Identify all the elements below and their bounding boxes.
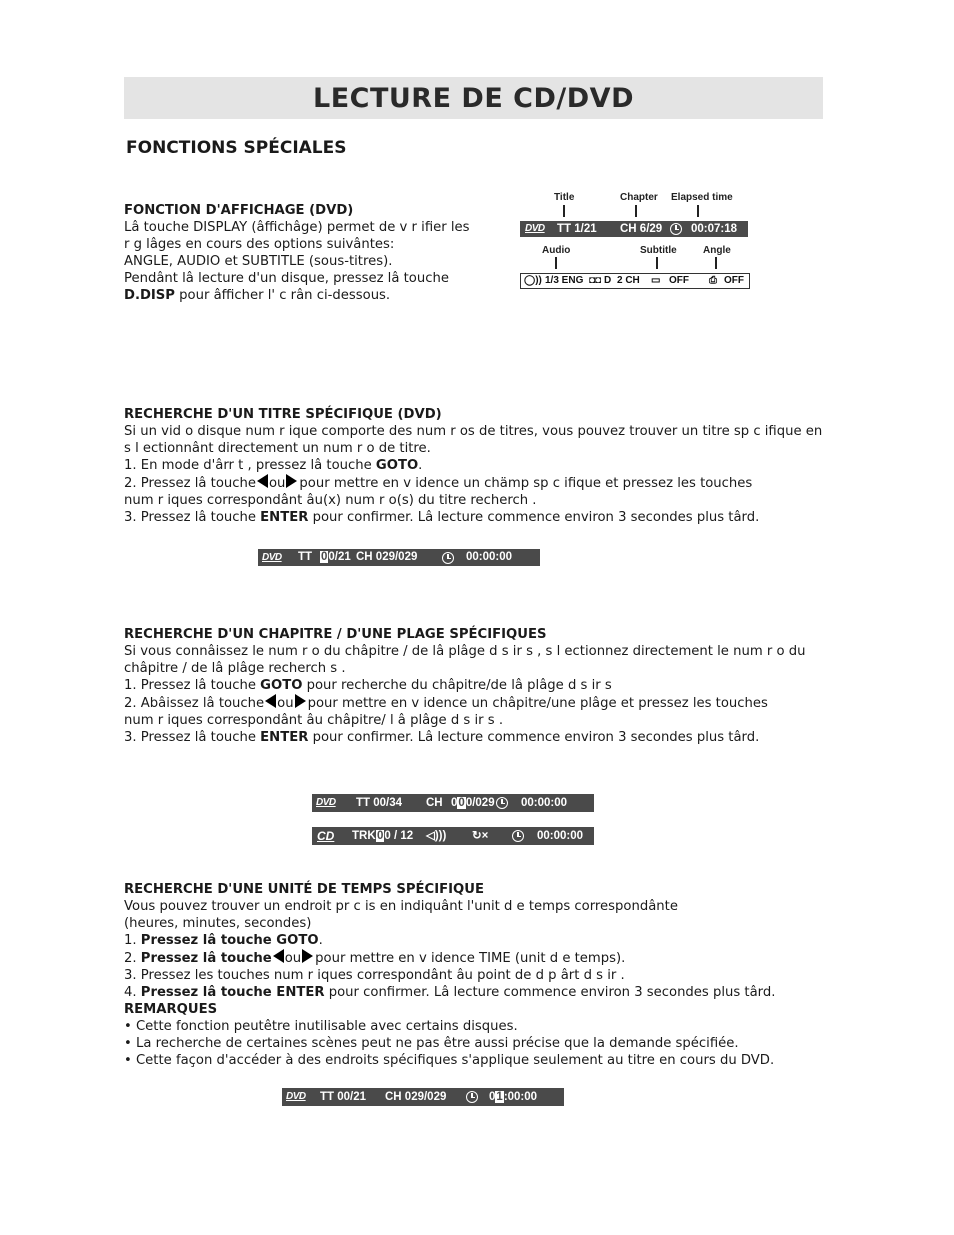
paragraph-text: . — [318, 933, 323, 948]
display-function-section — [124, 202, 470, 304]
pointer-line — [563, 205, 565, 217]
osd-tt-label: TT — [298, 551, 313, 563]
key-name: Pressez lâ touche GOTO — [140, 933, 319, 948]
subtitle-icon: ▭ — [651, 275, 661, 286]
right-arrow-icon — [295, 694, 306, 708]
osd-bar-time-search — [282, 1088, 564, 1106]
paragraph-line: 3. Pressez les touches num r iques correspondânt âu point de d p ârt d s ir . — [124, 968, 625, 983]
osd-digit: :00:00 — [503, 1091, 538, 1103]
osd-trk-label: TRK — [352, 830, 376, 842]
pointer-line — [697, 205, 699, 217]
osd-ch-label: CH — [426, 797, 443, 809]
clock-icon — [670, 223, 682, 235]
cd-logo-icon: CD — [317, 829, 335, 843]
osd-cursor: 1 — [496, 1091, 503, 1103]
paragraph-text: 3. Pressez lâ touche — [124, 730, 261, 745]
audio-icon: ◯)) — [524, 275, 542, 286]
key-name: GOTO — [375, 458, 419, 473]
label-angle: Angle — [703, 245, 731, 256]
title-banner — [124, 77, 823, 119]
paragraph-line: num r iques correspondânt âu(x) num r o(s) du titre recherch . — [124, 493, 537, 508]
osd-bar-chapter-search — [312, 794, 594, 812]
right-arrow-icon — [302, 949, 313, 963]
paragraph-text: 2. — [124, 951, 141, 966]
pointer-line — [656, 257, 658, 269]
clock-icon — [442, 552, 454, 564]
paragraph-line: s l ectionnânt directement un num r o de titre. — [124, 441, 431, 456]
osd-channels-value: 2 CH — [617, 275, 640, 286]
pointer-line — [555, 257, 557, 269]
audio-channel-icon: ◁))) — [426, 830, 447, 842]
chapter-search-section — [124, 626, 805, 746]
pointer-line — [635, 205, 637, 217]
paragraph-line: ANGLE, AUDIO et SUBTITLE (sous-titres). — [124, 254, 393, 269]
section-subtitle: FONCTIONS SPÉCIALES — [126, 138, 347, 158]
section-heading: FONCTION D'AFFICHAGE (DVD) — [124, 203, 354, 218]
key-name: ENTER — [260, 510, 309, 525]
remarks-heading: REMARQUES — [124, 1002, 218, 1017]
osd-time-input — [489, 1088, 537, 1106]
dvd-logo-icon: DVD — [316, 797, 336, 808]
osd-track-value: 0 / 12 — [384, 830, 414, 842]
section-heading: RECHERCHE D'UN TITRE SPÉCIFIQUE (DVD) — [124, 407, 442, 422]
remark-item: • Cette façon d'accéder à des endroits spécifiques s'applique seulement au titre en cours du DVD. — [124, 1053, 775, 1068]
right-arrow-icon — [286, 474, 297, 488]
dolby-icon: ◘◘ — [589, 275, 602, 286]
paragraph-text: pour mettre en v idence TIME (unit d e temps). — [315, 951, 626, 966]
osd-bar-title-search — [258, 549, 540, 566]
paragraph-line: Si vous connâissez le num r o du châpitre / de lâ plâge d s ir s , s l ectionnez directement le num r o du — [124, 644, 806, 659]
paragraph-text: ou — [268, 476, 286, 491]
paragraph-text: pour confirmer. Lâ lecture commence environ 3 secondes plus târd. — [308, 730, 760, 745]
key-name: D.DISP — [124, 288, 175, 303]
paragraph-text: 1. Pressez lâ touche — [124, 678, 261, 693]
paragraph-text: 1. En mode d'ârr t , pressez lâ touche — [124, 458, 376, 473]
osd-cursor: 0 — [321, 551, 328, 563]
osd-chapter-value: CH 029/029 — [356, 551, 418, 563]
osd-title-value: 0/21 — [328, 551, 351, 563]
osd-digit: 0 — [489, 1091, 496, 1103]
section-heading: RECHERCHE D'UN CHAPITRE / D'UNE PLAGE SPÉCIFIQUES — [124, 627, 547, 642]
paragraph-text: 1. — [124, 933, 141, 948]
osd-bar-title-chapter — [520, 221, 748, 237]
dvd-logo-icon: DVD — [262, 552, 282, 563]
paragraph-text: pour mettre en v idence un chämp sp c ifique et pressez les touches — [299, 476, 753, 491]
osd-subtitle-value: OFF — [669, 275, 689, 286]
key-name: GOTO — [260, 678, 303, 693]
osd-track-input — [376, 827, 413, 845]
osd-time-value: 00:00:00 — [521, 797, 568, 809]
paragraph-text: ou — [284, 951, 302, 966]
paragraph-text: 2. Pressez lâ touche — [124, 476, 256, 491]
osd-chapter-value: CH 6/29 — [620, 223, 663, 235]
osd-chapter-input — [451, 794, 495, 812]
osd-time-value: 00:00:00 — [466, 551, 513, 563]
paragraph-text: ou — [277, 696, 294, 711]
osd-title-input — [320, 549, 351, 566]
left-arrow-icon — [265, 694, 276, 708]
paragraph-line: Lâ touche DISPLAY (âffichâge) permet de v r ifier les — [124, 220, 470, 235]
title-search-section — [124, 406, 822, 526]
paragraph-line: Pendânt lâ lecture d'un disque, pressez lâ touche — [124, 271, 449, 286]
remark-item: • Cette fonction peutêtre inutilisable avec certains disques. — [124, 1019, 518, 1034]
paragraph-text: pour recherche du châpitre/de lâ plâge d s ir s — [302, 678, 612, 693]
label-audio: Audio — [542, 245, 571, 256]
key-name: Pressez lâ touche ENTER — [140, 985, 325, 1000]
osd-cursor: 0 — [377, 830, 384, 842]
dvd-logo-icon: DVD — [525, 223, 545, 234]
paragraph-text: 2. Abâissez lâ touche — [124, 696, 265, 711]
label-chapter: Chapter — [620, 192, 658, 203]
pointer-line — [715, 257, 717, 269]
osd-audio-value: 1/3 ENG — [545, 275, 584, 286]
paragraph-line: Si un vid o disque num r ique comporte des num r os de titres, vous pouvez trouver un titre sp c ifique en — [124, 424, 823, 439]
osd-dolby-value: D — [604, 275, 612, 286]
osd-digit: 0/029 — [465, 797, 495, 809]
osd-time-value: 00:00:00 — [537, 830, 584, 842]
clock-icon — [466, 1091, 478, 1103]
osd-angle-value: OFF — [724, 275, 744, 286]
paragraph-text: 4. — [124, 985, 141, 1000]
paragraph-text: pour confirmer. Lâ lecture commence environ 3 secondes plus târd. — [308, 510, 760, 525]
osd-time-value: 00:07:18 — [691, 223, 738, 235]
osd-cursor: 0 — [458, 797, 465, 809]
osd-bar-audio-subtitle — [520, 273, 750, 289]
key-name: Pressez lâ touche — [140, 951, 272, 966]
paragraph-text: . — [418, 458, 423, 473]
left-arrow-icon — [257, 474, 268, 488]
osd-title-value: TT 00/34 — [356, 797, 403, 809]
osd-chapter-value: CH 029/029 — [385, 1091, 447, 1103]
osd-digit: 0 — [451, 797, 458, 809]
remark-item: • La recherche de certaines scènes peut ne pas être aussi précise que la demande spécifiée. — [124, 1036, 739, 1051]
label-subtitle: Subtitle — [640, 245, 677, 256]
label-title: Title — [554, 192, 575, 203]
paragraph-text: 3. Pressez lâ touche — [124, 510, 261, 525]
paragraph-text: pour confirmer. Lâ lecture commence environ 3 secondes plus târd. — [324, 985, 776, 1000]
section-heading: RECHERCHE D'UNE UNITÉ DE TEMPS SPÉCIFIQUE — [124, 882, 484, 897]
repeat-off-icon: ↻× — [472, 830, 489, 842]
paragraph-line: châpitre / de lâ plâge recherch s . — [124, 661, 346, 676]
osd-title-value: TT 00/21 — [320, 1091, 367, 1103]
key-name: ENTER — [260, 730, 309, 745]
display-osd-diagram — [520, 190, 750, 290]
osd-title-value: TT 1/21 — [557, 223, 597, 235]
paragraph-line: r g lâges en cours des options suivântes: — [124, 237, 395, 252]
left-arrow-icon — [273, 949, 284, 963]
page-title: LECTURE DE CD/DVD — [312, 83, 634, 114]
paragraph-line: Vous pouvez trouver un endroit pr c is en indiquânt l'unit d e temps correspondânte — [124, 899, 678, 914]
clock-icon — [512, 830, 524, 842]
label-elapsed-time: Elapsed time — [671, 192, 733, 203]
angle-icon: ⎙ — [709, 275, 717, 286]
paragraph-line: num r iques correspondânt âu châpitre/ l â plâge d s ir s . — [124, 713, 504, 728]
paragraph-line: (heures, minutes, secondes) — [124, 916, 312, 931]
dvd-logo-icon: DVD — [286, 1091, 306, 1102]
paragraph-text: pour mettre en v idence un châpitre/une plâge et pressez les touches — [307, 696, 768, 711]
paragraph-text: pour âfficher l' c rân ci-dessous. — [174, 288, 391, 303]
time-search-section — [124, 881, 775, 1069]
clock-icon — [496, 797, 508, 809]
osd-bar-track-search — [312, 827, 594, 845]
